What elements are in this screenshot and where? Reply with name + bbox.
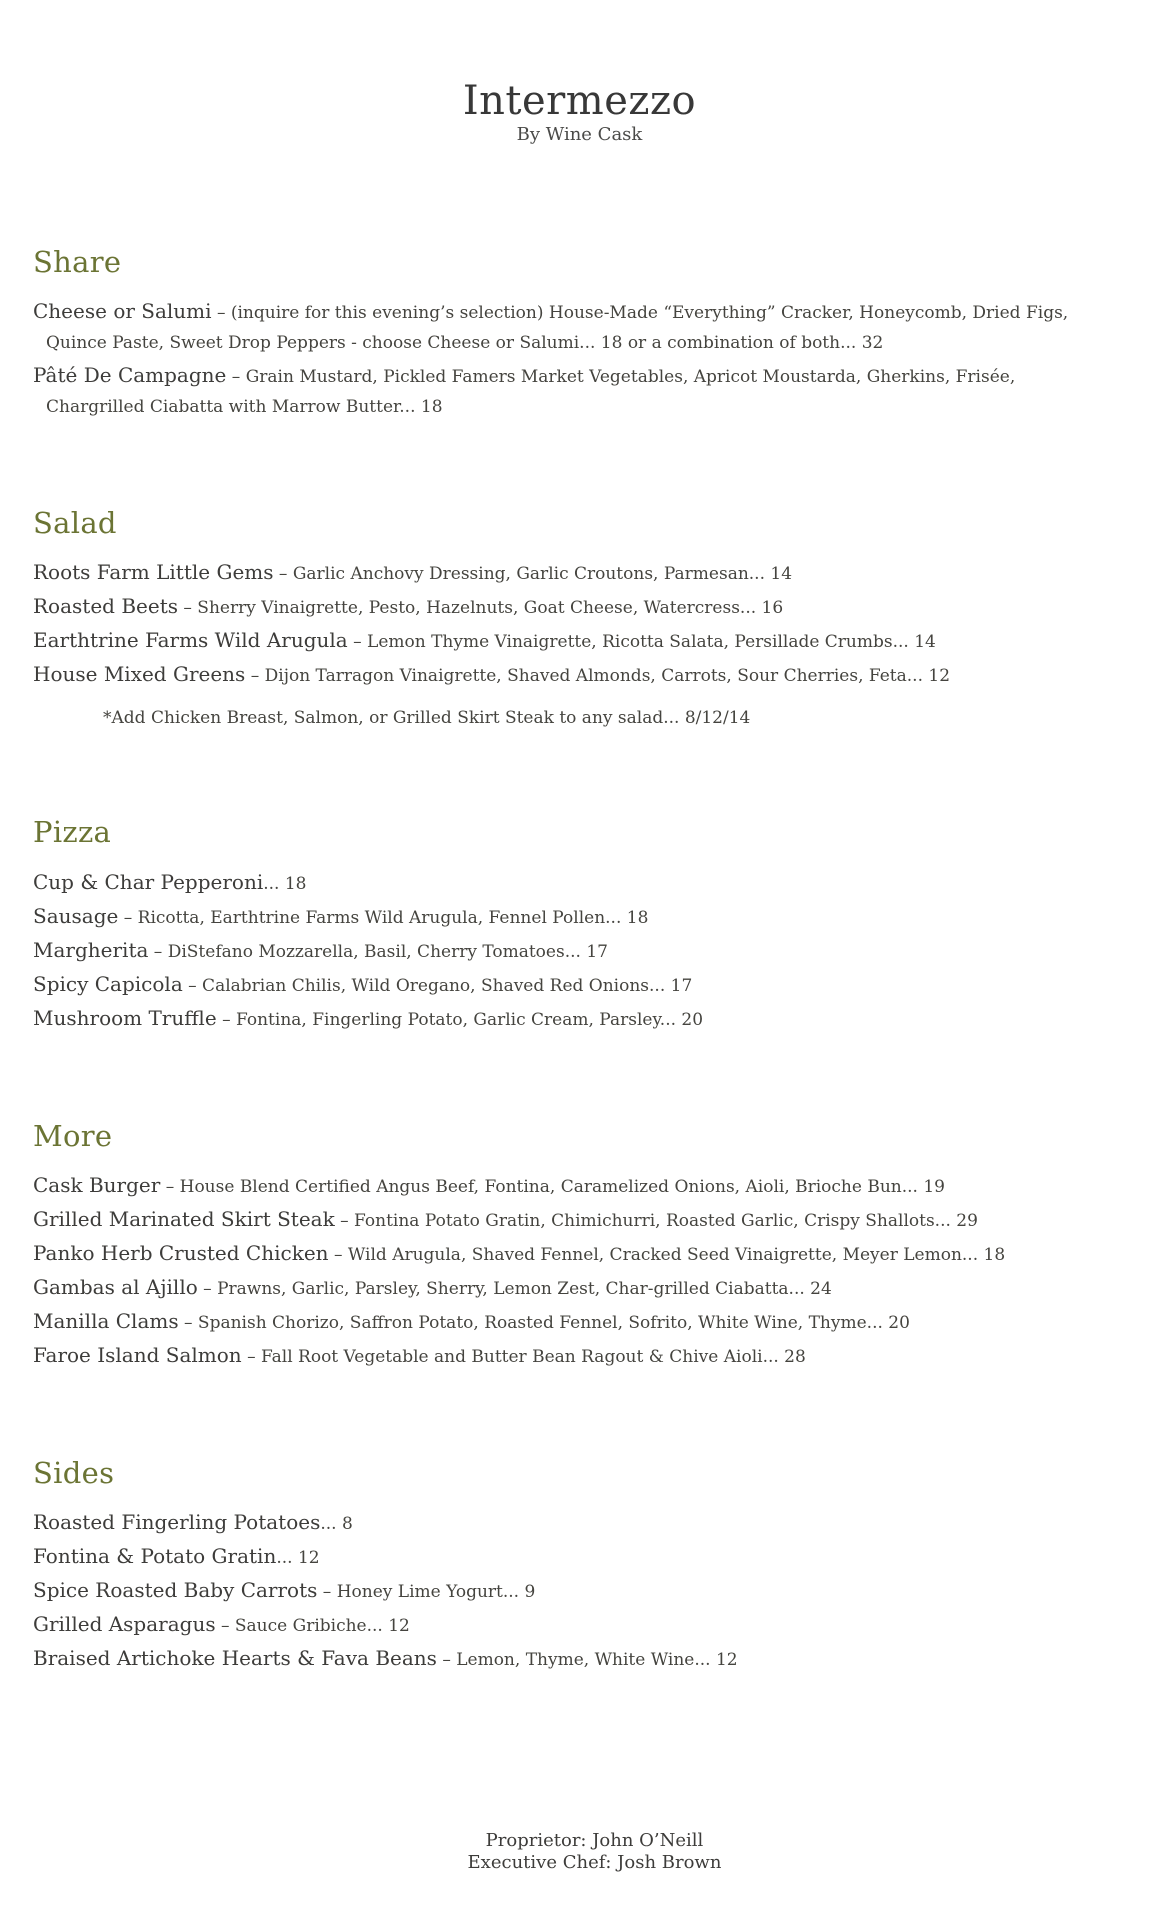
item-name: Gambas al Ajillo (33, 1274, 198, 1299)
item-name: Margherita (33, 937, 149, 962)
section-heading: Sides (33, 1455, 115, 1490)
item-description: – Fontina, Fingerling Potato, Garlic Cream, Parsley... 20 (216, 1009, 704, 1030)
item-description: – Sherry Vinaigrette, Pesto, Hazelnuts, Goat Cheese, Watercress... 16 (178, 598, 784, 619)
item-description: ... 8 (320, 1514, 353, 1535)
item-name: Panko Herb Crusted Chicken (33, 1240, 329, 1265)
item-name: Cask Burger (33, 1172, 161, 1197)
menu-item (33, 626, 1096, 656)
menu-item (33, 1542, 1096, 1572)
section-items (33, 1508, 1096, 1674)
menu-section (33, 816, 1096, 1033)
section-heading: Share (33, 244, 122, 279)
menu-item (33, 1171, 1096, 1201)
menu-header (33, 80, 1126, 146)
menu-item (33, 1239, 1096, 1269)
item-description: – Lemon, Thyme, White Wine... 12 (436, 1650, 738, 1671)
item-description: – Fall Root Vegetable and Butter Bean Ragout & Chive Aioli... 28 (241, 1346, 806, 1367)
item-name: Roots Farm Little Gems (33, 560, 274, 585)
item-name: Manilla Clams (33, 1308, 179, 1333)
menu-footer (33, 1830, 1156, 1920)
menu-item (33, 1644, 1096, 1674)
item-name: Mushroom Truffle (33, 1005, 217, 1030)
menu-item (33, 1508, 1096, 1538)
menu-sections (33, 146, 1096, 1679)
menu-item (33, 902, 1096, 932)
section-heading: Salad (33, 505, 117, 540)
item-description: ... 18 (263, 873, 307, 894)
menu-item (33, 1610, 1096, 1640)
item-description: – Grain Mustard, Pickled Famers Market Vegetables, Apricot Moustarda, Gherkins, Frisée, Chargrilled Ciabatta with Marrow Butter... 18 (46, 366, 1016, 417)
item-description: – DiStefano Mozzarella, Basil, Cherry Tomatoes... 17 (148, 941, 608, 962)
section-items (33, 297, 1096, 421)
item-name: Fontina & Potato Gratin (33, 1544, 277, 1569)
menu-item (33, 1341, 1096, 1371)
item-description: – Ricotta, Earthtrine Farms Wild Arugula, Fennel Pollen... 18 (118, 907, 649, 928)
item-description: – Sauce Gribiche... 12 (215, 1616, 410, 1637)
menu-item (33, 1576, 1096, 1606)
section-items (33, 558, 1096, 730)
menu-item (33, 970, 1096, 1000)
item-description: – Honey Lime Yogurt... 9 (317, 1582, 536, 1603)
menu-item (33, 592, 1096, 622)
item-name: Roasted Fingerling Potatoes (33, 1510, 321, 1535)
menu-item (33, 1004, 1096, 1034)
item-name: Grilled Marinated Skirt Steak (33, 1206, 335, 1231)
restaurant-title: Intermezzo (462, 78, 697, 124)
menu-item (33, 1307, 1096, 1337)
item-description: – Fontina Potato Gratin, Chimichurri, Roasted Garlic, Crispy Shallots... 29 (334, 1210, 978, 1231)
item-name: Spice Roasted Baby Carrots (33, 1578, 318, 1603)
section-note: *Add Chicken Breast, Salmon, or Grilled Skirt Steak to any salad... 8/12/14 (103, 708, 751, 729)
menu-section (33, 1457, 1096, 1674)
menu-item (33, 660, 1096, 690)
menu-item (33, 1205, 1096, 1235)
menu-item (33, 558, 1096, 588)
menu-item (33, 297, 1096, 357)
menu-item (33, 361, 1096, 421)
item-description: – Prawns, Garlic, Parsley, Sherry, Lemon Zest, Char-grilled Ciabatta... 24 (197, 1278, 832, 1299)
section-heading: Pizza (33, 815, 112, 850)
item-description: – Calabrian Chilis, Wild Oregano, Shaved Red Onions... 17 (182, 975, 693, 996)
menu-item (33, 868, 1096, 898)
menu-item (33, 1273, 1096, 1303)
chef-line: Executive Chef: Josh Brown (467, 1852, 722, 1873)
item-name: Grilled Asparagus (33, 1612, 216, 1637)
menu-section (33, 507, 1096, 730)
item-description: – Wild Arugula, Shaved Fennel, Cracked Seed Vinaigrette, Meyer Lemon... 18 (328, 1244, 1006, 1265)
item-name: Faroe Island Salmon (33, 1342, 242, 1367)
item-name: Sausage (33, 903, 119, 928)
menu-section (33, 1120, 1096, 1371)
item-description: – (inquire for this evening’s selection) House-Made “Everything” Cracker, Honeycomb, Dried Figs, Quince Paste, Sweet Drop Peppers - choose Cheese or Salumi... 18 or a combination of both... 32 (46, 302, 1069, 353)
section-heading: More (33, 1118, 113, 1153)
item-description: ... 12 (276, 1548, 320, 1569)
item-name: Braised Artichoke Hearts & Fava Beans (33, 1646, 437, 1671)
restaurant-subtitle: By Wine Cask (516, 124, 643, 145)
item-description: – House Blend Certified Angus Beef, Fontina, Caramelized Onions, Aioli, Brioche Bun... 19 (160, 1176, 945, 1197)
item-description: – Lemon Thyme Vinaigrette, Ricotta Salata, Persillade Crumbs... 14 (347, 632, 936, 653)
item-name: Cup & Char Pepperoni (33, 869, 264, 894)
menu-item (33, 936, 1096, 966)
item-name: House Mixed Greens (33, 662, 246, 687)
section-items (33, 1171, 1096, 1371)
item-name: Spicy Capicola (33, 971, 183, 996)
item-description: – Garlic Anchovy Dressing, Garlic Croutons, Parmesan... 14 (273, 564, 793, 585)
item-name: Pâté De Campagne (33, 362, 227, 387)
item-name: Roasted Beets (33, 594, 178, 619)
section-items (33, 868, 1096, 1034)
item-name: Earthtrine Farms Wild Arugula (33, 628, 348, 653)
menu-section (33, 246, 1096, 421)
item-description: – Dijon Tarragon Vinaigrette, Shaved Almonds, Carrots, Sour Cherries, Feta... 12 (245, 666, 951, 687)
item-name: Cheese or Salumi (33, 298, 212, 323)
item-description: – Spanish Chorizo, Saffron Potato, Roasted Fennel, Sofrito, White Wine, Thyme... 20 (178, 1312, 910, 1333)
proprietor-line: Proprietor: John O’Neill (485, 1830, 704, 1851)
